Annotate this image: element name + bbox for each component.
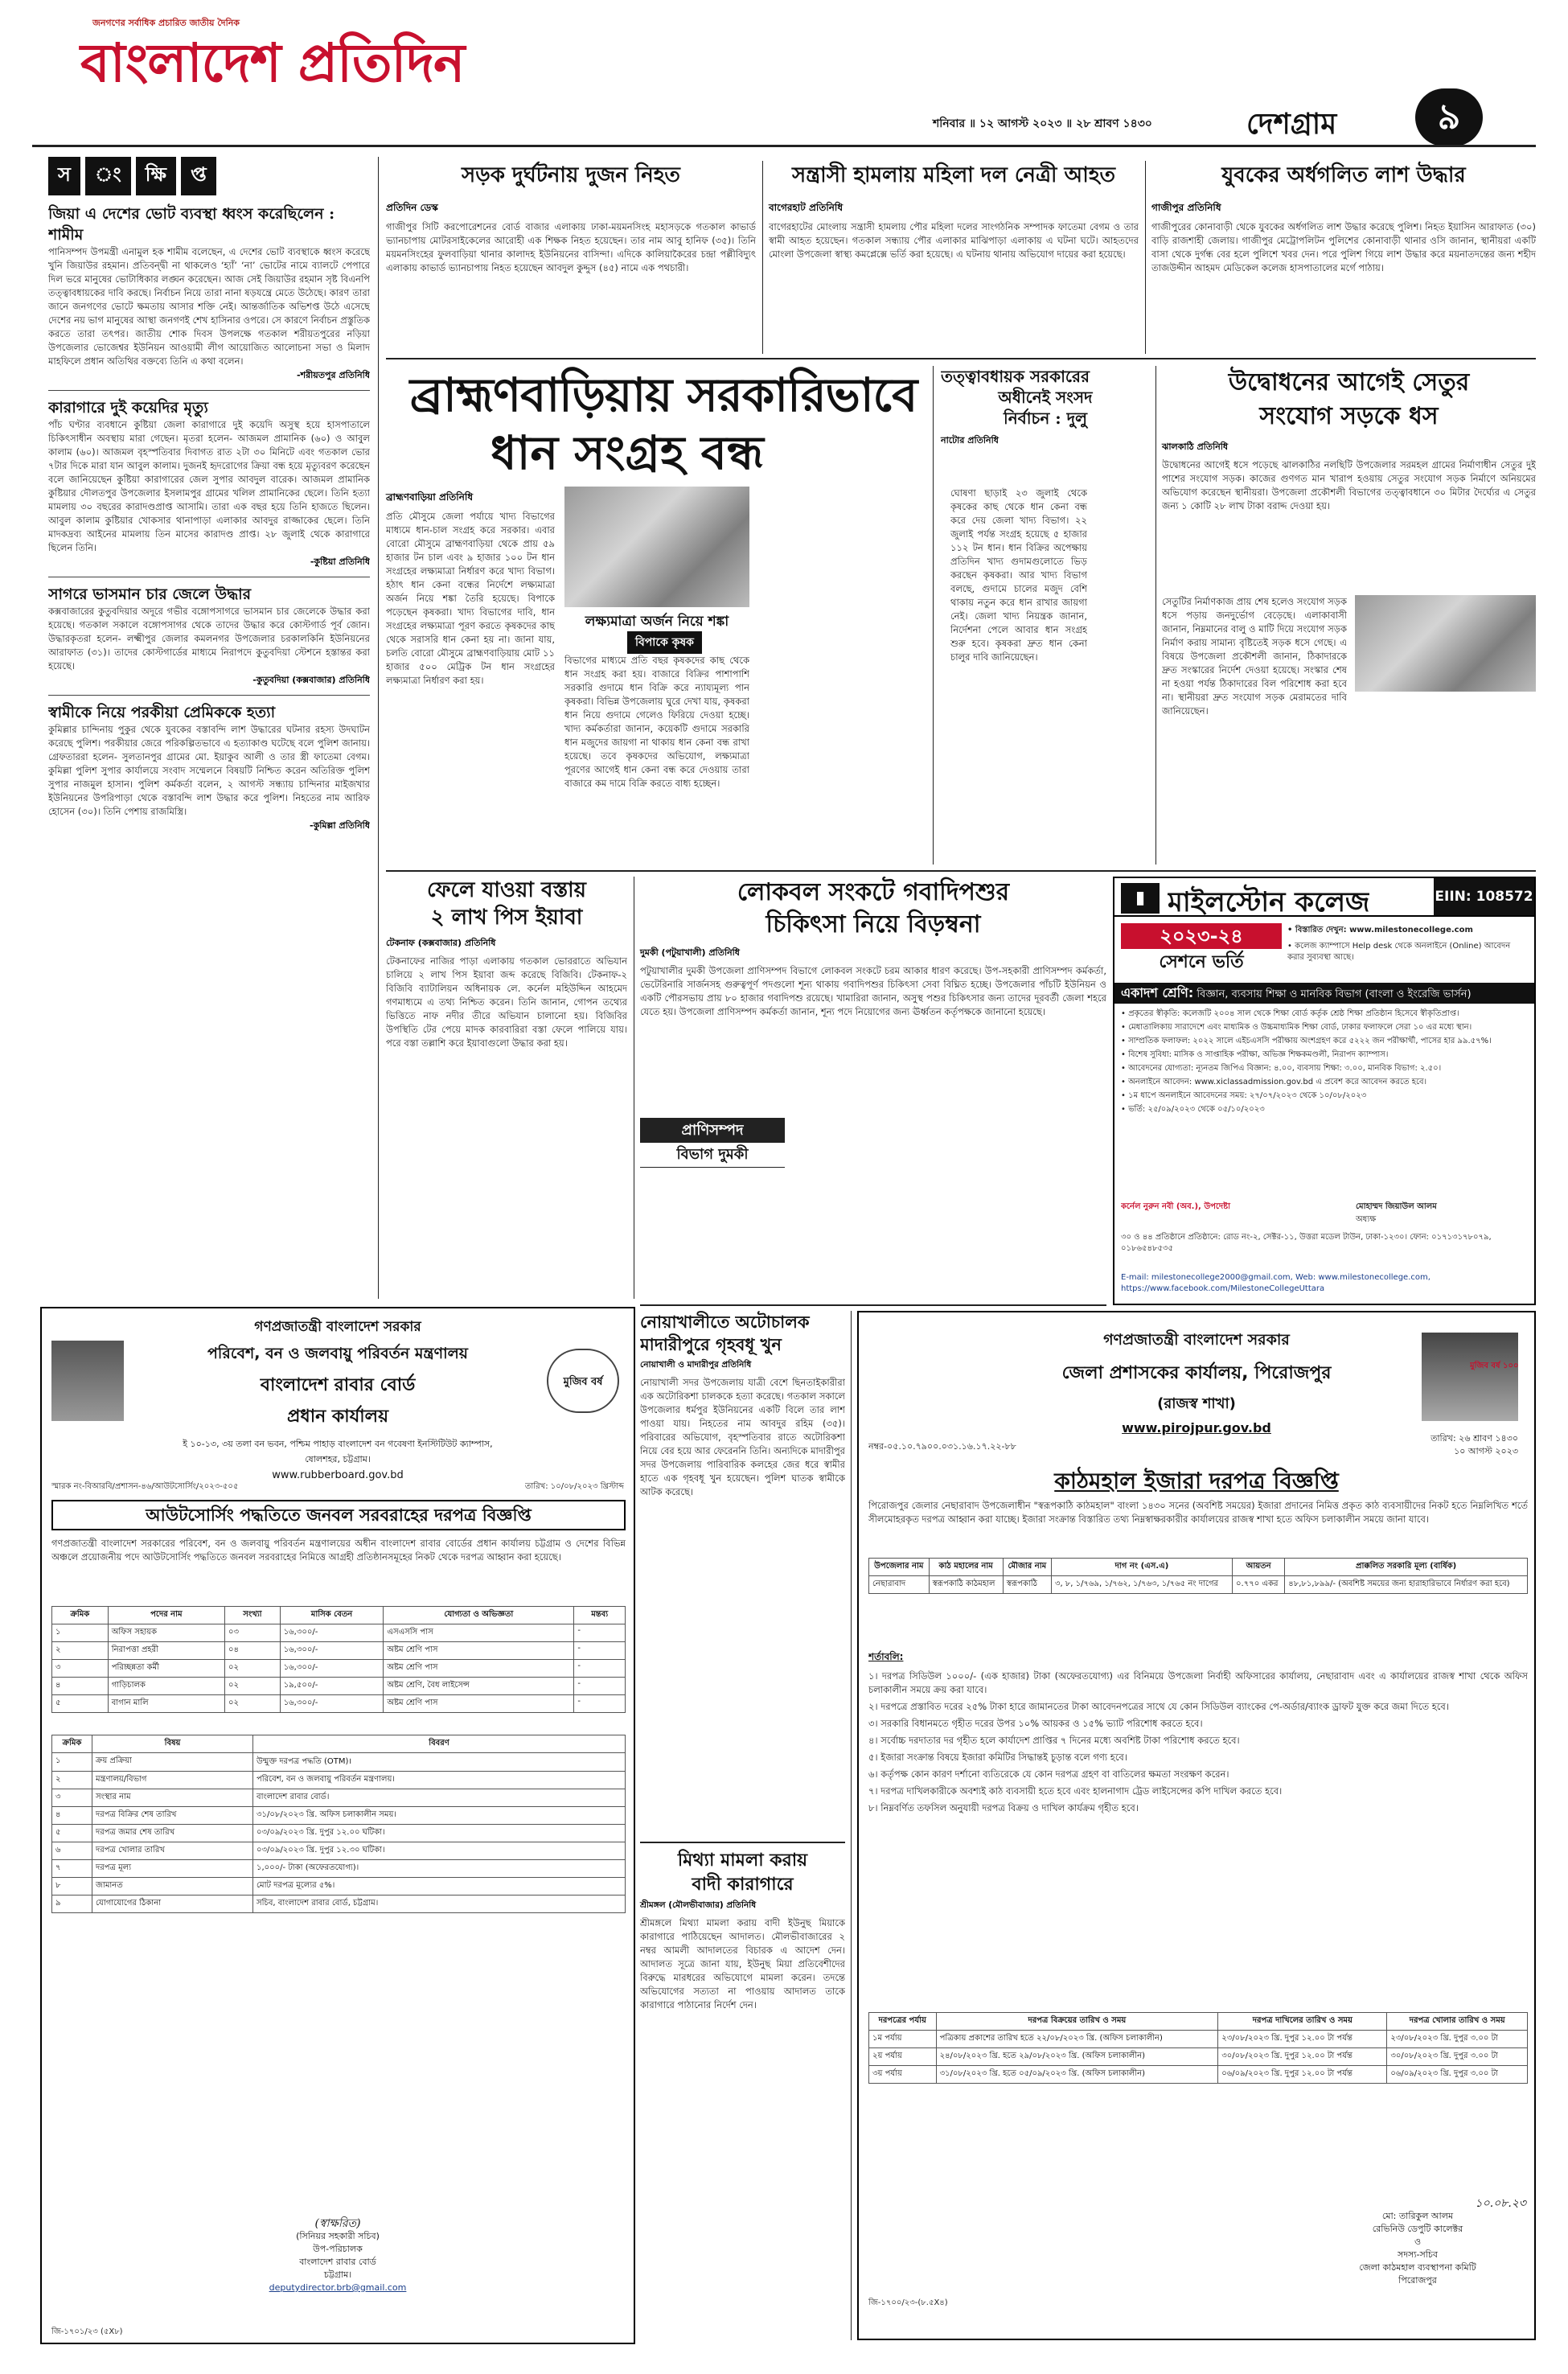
lead-headline-2: ধান সংগ্রহ বন্ধ xyxy=(491,425,764,480)
cell: দরপত্র বিক্রির শেষ তারিখ xyxy=(92,1807,253,1825)
brief-body: কক্সবাজারের কুতুবদিয়ার অদূরে গভীর বঙ্গোপসাগরে ভাসমান চার জেলেকে উদ্ধার করা হয়েছে। গতকাল সকালে বঙ্গোপসাগর থেকে তাদের উদ্ধার করে কোস্টগার্ড পূর্ব জোন। উদ্ধারকৃতরা হলেন- লক্ষ্মীপুর জেলার কমলনগর উপজেলার চরকালকিনি ইউনিয়নের আরাফাত (৩১)। তাদের কোস্টগার্ডের মাধ্যমে নিরাপদে কুতুবদিয়া স্টেশনে হস্তান্তর করা হয়েছে। xyxy=(48,606,370,672)
row-rule xyxy=(386,358,1536,359)
livestock-body: পটুয়াখালীর দুমকী উপজেলা প্রাণিসম্পদ বিভাগে লোকবল সংকটে চরম আকার ধারণ করেছে। উপ-সহকারী প্রাণিসম্পদ কর্মকর্তা, ভেটেরিনারি সার্জনসহ গুরুত্বপূর্ণ পদগুলো শূন্য থাকায় গবাদিপশুর চিকিৎসা সেবা বিঘ্নিত হচ্ছে। উপজেলার পাঁচটি ইউনিয়ন ও একটি পৌরসভায় প্রায় ৮০ হাজার গবাদিপশু রয়েছে। খামারিরা জানান, অসুস্থ পশুর চিকিৎসার জন্য তাদের দূরবর্তী জেলা শহরে যেতে হয়। উপজেলা প্রাণিসম্পদ কর্মকর্তা জানান, শূন্য পদে নিয়োগের জন্য ঊর্ধ্বতন কর্তৃপক্ষকে জানানো হয়েছে। xyxy=(640,965,1106,1017)
false-case-body: শ্রীমঙ্গলে মিথ্যা মামলা করায় বাদী ইউনুছ মিয়াকে কারাগারে পাঠিয়েছেন আদালত। মৌলভীবাজারের ২ নম্বর আমলী আদালতের বিচারক এ আদেশ দেন। আদালত সূত্রে জানা যায়, ইউনুছ মিয়া প্রতিবেশীদের বিরুদ্ধে মারধরের অভিযোগে মামলা করেন। তদন্তে অভিযোগের সত্যতা না পাওয়ায় আদালত তাকে কারাগারে পাঠানোর নির্দেশ দেন। xyxy=(640,1917,845,2011)
cell: বাংলাদেশ রাবার বোর্ড। xyxy=(253,1789,626,1807)
brief-byline: -শরীয়তপুর প্রতিনিধি xyxy=(297,370,370,380)
lead-story-col3 xyxy=(950,487,1087,865)
milestone-web[interactable]: E-mail: milestonecollege2000@gmail.com, Web: www.milestonecollege.com, https://www.facebook.com/MilestoneCollegeUttara xyxy=(1121,1273,1430,1293)
murder-body: নোয়াখালী সদর উপজেলায় যাত্রী বেশে ছিনতাইকারীরা এক অটোরিকশা চালককে হত্যা করেছে। গতকাল সকালে উপজেলার ধর্মপুর ইউনিয়নের একটি বিলে তার লাশ পাওয়া যায়। নিহতের নাম আবদুর রহিম (৩৫)। পরিবারের অভিযোগ, বৃহস্পতিবার রাতে অটোরিকশা নিয়ে বের হয়ে আর ফেরেননি তিনি। অন্যদিকে মাদারীপুর সদর উপজেলায় পারিবারিক কলহের জের ধরে স্বামীর হাতে এক গৃহবধূ খুন হয়েছেন। পুলিশ ঘাতক স্বামীকে আটক করেছে। xyxy=(640,1377,845,1497)
cell: ৩০/০৮/২০২৩ খ্রি. দুপুর ১২.০০ টা পর্যন্ত xyxy=(1218,2048,1387,2066)
cell: - xyxy=(574,1678,626,1695)
milestone-session-year: ২০২৩-২৪ xyxy=(1121,923,1282,949)
rubber-ministry: পরিবেশ, বন ও জলবায়ু পরিবর্তন মন্ত্রণালয় xyxy=(207,1345,468,1362)
livestock-story xyxy=(640,877,1106,1299)
pirojpur-date-2: ১০ আগস্ট ২০২৩ xyxy=(1454,1446,1518,1456)
top-headline: যুবকের অর্ধগলিত লাশ উদ্ধার xyxy=(1221,163,1466,187)
pirojpur-gov: গণপ্রজাতন্ত্রী বাংলাদেশ সরকার xyxy=(1103,1331,1290,1349)
cell: অষ্টম শ্রেণি, বৈধ লাইসেন্স xyxy=(384,1678,574,1695)
cell: ১৬,৩০০/- xyxy=(280,1624,384,1642)
condition-item: ৩। সরকারি বিধানমতে গৃহীত দরের উপর ১০% আয়কর ও ১৫% ভ্যাট পরিশোধ করতে হবে। xyxy=(868,1718,1203,1729)
table-header: মৌজার নাম xyxy=(1003,1559,1051,1576)
ad-code: জি-১৭০১/২৩ (৫X৮) xyxy=(51,2327,123,2336)
top-body: গাজীপুর সিটি করপোরেশনের বোর্ড বাজার এলাকায় ঢাকা-ময়মনসিংহ মহাসড়কে গতকাল কাভার্ড ভ্যানচাপায় মোটরসাইকেলের আরোহী এক শিক্ষক নিহত হয়েছেন। তার নাম আবু হানিফ (৩৫)। তিনি ময়মনসিংহের ফুলবাড়িয়া থানার কালাদহ ইউনিয়নের বাসিন্দা। এদিকে কালিয়াকৈরের চন্দ্রা পল্লীবিদ্যুৎ এলাকায় কাভার্ড ভ্যানচাপায় নিহত হয়েছেন আবদুল কুদ্দুস (৪৫) নামে এক পথচারী। xyxy=(386,221,756,273)
milestone-detail-2: • কলেজ ক্যাম্পাসে Help desk থেকে অনলাইনে (Online) আবেদন করার সুব্যবস্থা আছে। xyxy=(1287,942,1511,962)
signer-role: সদস্য-সচিব xyxy=(1398,2249,1438,2260)
top-story xyxy=(1151,161,1536,354)
table-row xyxy=(52,1753,626,1772)
cell: ৫ xyxy=(52,1825,92,1842)
cell: পত্রিকায় প্রকাশের তারিখ হতে ২২/০৮/২০২৩ খ্রি. (অফিস চলাকালীন) xyxy=(936,2031,1218,2048)
table-row xyxy=(869,2048,1528,2066)
top-story xyxy=(386,161,756,354)
bridge-photo xyxy=(1355,595,1536,692)
top-byline: প্রতিদিন ডেস্ক xyxy=(386,202,438,213)
column-rule xyxy=(762,161,763,354)
cell: ৩, ৮, ১/৭৬৯, ১/৭৬২, ১/৭৬৩, ১/৭৬৫ নং দাগের xyxy=(1051,1576,1232,1594)
cell: এসএসসি পাস xyxy=(384,1624,574,1642)
lead-caption-2: বিপাকে কৃষক xyxy=(627,631,702,654)
cell: ০৩/০৯/২০২৩ খ্রি. দুপুর ১২.০০ ঘটিকা। xyxy=(253,1825,626,1842)
milestone-point: • ভর্তি: ২৫/০৯/২০২৩ থেকে ০৫/১০/২০২৩ xyxy=(1121,1105,1265,1114)
rubber-board: বাংলাদেশ রাবার বোর্ড xyxy=(260,1375,416,1395)
cell: ৩১/০৮/২০২৩ খ্রি. হতে ০৫/০৯/২০২৩ খ্রি. (অফিস চলাকালীন) xyxy=(936,2066,1218,2084)
cell: ৮ xyxy=(52,1878,92,1896)
cell: ০৬/০৯/২০২৩ খ্রি. দুপুর ৩.০০ টা xyxy=(1387,2066,1528,2084)
milestone-principal-title: অধ্যক্ষ xyxy=(1356,1215,1377,1224)
table-row xyxy=(52,1789,626,1807)
polls-headline-1: তত্ত্বাবধায়ক সরকারের xyxy=(941,367,1090,386)
cell: ২ xyxy=(52,1772,92,1789)
cell: ২৩/০৮/২০২৩ খ্রি. দুপুর ১২.০০ টা পর্যন্ত xyxy=(1218,2031,1387,2048)
column-rule xyxy=(851,1311,852,2340)
milestone-class-bar xyxy=(1114,983,1534,1004)
cell: ৬ xyxy=(52,1842,92,1860)
brief-title-char: প্ত xyxy=(181,157,216,195)
top-byline: গাজীপুর প্রতিনিধি xyxy=(1151,202,1221,213)
cell: সচিব, বাংলাদেশ রাবার বোর্ড, চট্টগ্রাম। xyxy=(253,1896,626,1913)
pirojpur-schedule-table xyxy=(868,2012,1528,2084)
signer-org-2: বাংলাদেশ রাবার বোর্ড xyxy=(299,2257,376,2267)
signer-title: (সিনিয়র সহকারী সচিব) xyxy=(296,2231,380,2241)
signer-email[interactable]: deputydirector.brb@gmail.com xyxy=(269,2282,407,2293)
cell: নেছারাবাদ xyxy=(869,1576,930,1594)
table-row xyxy=(52,1825,626,1842)
cell: ০২ xyxy=(225,1695,281,1713)
rubber-gov: গণপ্রজাতন্ত্রী বাংলাদেশ সরকার xyxy=(254,1319,421,1335)
cell: ০২ xyxy=(225,1660,281,1678)
murder-headline-1: নোয়াখালীতে অটোচালক xyxy=(640,1312,810,1332)
pirojpur-date-1: তারিখ: ২৬ শ্রাবণ ১৪৩০ xyxy=(1430,1433,1518,1444)
section-name: দেশগ্রাম xyxy=(1246,107,1337,141)
table-header: ক্রমিক xyxy=(52,1735,92,1753)
lead-headline-1: ব্রাহ্মণবাড়িয়ায় সরকারিভাবে xyxy=(409,368,917,422)
cell: ৪৮,৮১,৮৯৯/- (অবশিষ্ট সময়ের জন্য হারাহারিভাবে নির্ধারণ করা হবে) xyxy=(1285,1576,1528,1594)
milestone-title: মাইলস্টোন কলেজ xyxy=(1168,886,1370,918)
newspaper-logo: বাংলাদেশ প্রতিদিন xyxy=(80,31,465,94)
cell: ১ xyxy=(52,1624,109,1642)
livestock-byline: দুমকী (পটুয়াখালী) প্রতিনিধি xyxy=(640,947,740,958)
signer-name: মো: তারিকুল আলম xyxy=(1381,2211,1454,2221)
cell: পরিচ্ছন্নতা কর্মী xyxy=(108,1660,224,1678)
brief-body: পাঁচ ঘণ্টার ব্যবধানে কুষ্টিয়া জেলা কারাগারে দুই কয়েদি অসুস্থ হয়ে হাসপাতালে চিকিৎসাধীন অবস্থায় মারা গেছেন। মৃতরা হলেন- আজমল প্রামানিক (৬০) ও আবুল কালাম (৬০)। আজমল বৃহস্পতিবার দিবাগত রাত ২টা ৩০ মিনিটে এবং গতকাল ভোর ৭টার দিকে মারা যান আবুল কালাম। দুজনই হৃদরোগের ক্রিয়া বন্ধ হয়ে মৃত্যুবরণ করেছেন বলে জানিয়েছেন কুষ্টিয়া কারাগারের জেল সুপার আবদুল বারেক। আজমল প্রামানিক কুষ্টিয়ার দৌলতপুর উপজেলার ইসলামপুর গ্রামের খলিল প্রামানিকের ছেলে। তিনি হত্যা মামলায় ৩০ বছরের কারাদণ্ডপ্রাপ্ত আসামি। তারা এক বছর হয়ে তিনি হাজতে ছিলেন। আবুল কালাম কুষ্টিয়ার খোকসার থানাপাড়া এলাকার আবদুর রাজ্জাকের ছেলে। তিনি মাদকদ্রব্য আইনের মামলায় তিন মাসের কারাদণ্ড প্রাপ্ত। ২৮ জুলাই থেকে কারাগারে ছিলেন তিনি। xyxy=(48,419,370,553)
portrait-photo xyxy=(1422,1333,1518,1421)
milestone-logo: ▮ xyxy=(1121,883,1160,914)
cell: - xyxy=(574,1660,626,1678)
bridge-story xyxy=(1162,366,1536,865)
cell: ৪ xyxy=(52,1807,92,1825)
yaba-story xyxy=(386,877,627,1299)
livestock-tag-1: প্রাণিসম্পদ xyxy=(681,1122,744,1139)
livestock-tag-2: বিভাগ দুমকী xyxy=(640,1143,785,1167)
milestone-session-label: সেশনে ভর্তি xyxy=(1159,952,1244,972)
milestone-session xyxy=(1121,923,1282,980)
cell: ৪ xyxy=(52,1678,109,1695)
cell: জামানত xyxy=(92,1878,253,1896)
cell: ২য় পর্যায় xyxy=(869,2048,937,2066)
rubber-memo: স্মারক নং-বিআরবি/প্রশাসন-৪৬/আউটসোর্সিং/২০২৩-৫০৫ xyxy=(51,1482,239,1491)
column-rule xyxy=(1155,366,1156,865)
livestock-tag xyxy=(640,1118,785,1168)
rubber-office: প্রধান কার্যালয় xyxy=(286,1407,389,1427)
brief-title-char: ক্ষি xyxy=(136,157,176,195)
table-header: দরপত্রের পর্যায় xyxy=(869,2013,937,2031)
milestone-points xyxy=(1121,1008,1529,1197)
paddy-photo xyxy=(564,487,749,607)
brief-title xyxy=(48,157,370,195)
pirojpur-memo: নম্বর-০৫.১০.৭৯০০.০৩১.১৬.১৭.২২-৮৮ xyxy=(868,1441,1016,1452)
milestone-class-value: বিজ্ঞান, ব্যবসায় শিক্ষা ও মানবিক বিভাগ (বাংলা ও ইংরেজি ভার্সন) xyxy=(1197,988,1472,1000)
signer-title: রেভিনিউ ডেপুটি কালেক্টর xyxy=(1372,2224,1463,2234)
false-case-headline-1: মিথ্যা মামলা করায় xyxy=(677,1850,808,1871)
milestone-principal: মোহাম্মদ জিয়াউল আলম xyxy=(1356,1202,1437,1211)
milestone-class-label: একাদশ শ্রেণি: xyxy=(1121,985,1194,1000)
top-headline: সড়ক দুর্ঘটনায় দুজন নিহত xyxy=(462,163,680,187)
lead-body-col3: ঘোষণা ছাড়াই ২৩ জুলাই থেকে কৃষকের কাছ থেকে ধান কেনা বন্ধ করে দেয় জেলা খাদ্য বিভাগ। ২২ জুলাই পর্যন্ত সংগ্রহ হয়েছে ৫ হাজার ১১২ টন ধান। ধান বিক্রির অপেক্ষায় প্রতিদিন খাদ্য গুদামগুলোতে ভিড় করছেন কৃষকরা। আর খাদ্য বিভাগ বলছে, গুদামে চালের মজুদ বেশি থাকায় নতুন করে ধান রাখার জায়গা নেই। জেলা খাদ্য নিয়ন্ত্রক জানান, নির্দেশনা পেলে আবার ধান সংগ্রহ শুরু হবে। কৃষকরা দ্রুত ধান কেনা চালুর দাবি জানিয়েছেন। xyxy=(950,487,1087,663)
cell: অষ্টম শ্রেণি পাস xyxy=(384,1642,574,1660)
signer-org: উপ-পরিচালক xyxy=(313,2244,363,2254)
cell: ২ xyxy=(52,1642,109,1660)
milestone-point: • সাম্প্রতিক ফলাফল: ২০২২ সালে এইচএসসি পরীক্ষায় অংশগ্রহণ করে ৫২২২ জন পরীক্ষার্থী, পাসের হার ৯৯.৫৭%। xyxy=(1121,1037,1492,1045)
false-case-byline: শ্রীমঙ্গল (মৌলভীবাজার) প্রতিনিধি xyxy=(640,1900,757,1910)
cell: ৩ xyxy=(52,1660,109,1678)
brief-item xyxy=(48,584,370,696)
cell: ১৬,৩০০/- xyxy=(280,1695,384,1713)
milestone-advisor: কর্নেল নুরুন নবী (অব.), উপদেষ্টা xyxy=(1121,1202,1231,1211)
masthead xyxy=(32,8,1536,149)
cell: - xyxy=(574,1695,626,1713)
signer-city: চট্টগ্রাম। xyxy=(323,2269,352,2280)
table-row xyxy=(52,1842,626,1860)
cell: ০৩ xyxy=(225,1624,281,1642)
yaba-body: টেকনাফের নাজির পাড়া এলাকায় গতকাল ভোররাতে অভিযান চালিয়ে ২ লাখ পিস ইয়াবা জব্দ করেছে বিজিবি। টেকনাফ-২ বিজিবি ব্যাটালিয়ন অধিনায়ক লে. কর্নেল মহিউদ্দিন আহমেদ গণমাধ্যমে এ তথ্য নিশ্চিত করেন। তিনি জানান, গোপন তথ্যের ভিত্তিতে নাফ নদীর তীরে অভিযান চালানো হয়। বিজিবির উপস্থিতি টের পেয়ে মাদক কারবারিরা বস্তা ফেলে পালিয়ে যায়। পরে বস্তা তল্লাশি করে ইয়াবাগুলো উদ্ধার করা হয়। xyxy=(386,955,627,1049)
brief-headline: স্বামীকে নিয়ে পরকীয়া প্রেমিককে হত্যা xyxy=(48,704,276,721)
column-rule xyxy=(1145,161,1146,354)
cell: ১,০০০/- টাকা (অফেরতযোগ্য)। xyxy=(253,1860,626,1878)
brief-byline: -কুষ্টিয়া প্রতিনিধি xyxy=(310,557,370,567)
brief-byline: -কুমিল্লা প্রতিনিধি xyxy=(310,820,370,831)
condition-item: ১। দরপত্র সিডিউল ১০০০/- (এক হাজার) টাকা (অফেরতযোগ্য) এর বিনিময়ে উপজেলা নির্বাহী অফিসারের কার্যালয়, নেছারাবাদ এবং এ কার্যালয়ের রাজস্ব শাখা থেকে অফিস চলাকালীন সময়ে ক্রয় করা যাবে। xyxy=(868,1670,1528,1695)
table-row xyxy=(52,1624,626,1642)
lead-caption: লক্ষ্যমাত্রা অর্জন নিয়ে শঙ্কা xyxy=(585,614,729,630)
table-header: দরপত্র দাখিলের তারিখ ও সময় xyxy=(1218,2013,1387,2031)
cell: নিরাপত্তা প্রহরী xyxy=(108,1642,224,1660)
brief-body: কুমিল্লার চান্দিনায় পুকুর থেকে যুবকের বস্তাবন্দি লাশ উদ্ধারের ঘটনার রহস্য উদঘাটন করেছে পুলিশ। পরকীয়ার জেরে পরিকল্পিতভাবে এ হত্যাকাণ্ড ঘটেছে বলে পুলিশ জানায়। গ্রেফতাররা হলেন- সুলতানপুর গ্রামের মো. ইয়াকুব আলী ও তার স্ত্রী ফাতেমা বেগম। কুমিল্লা পুলিশ সুপার কার্যালয়ে সংবাদ সম্মেলনে বিষয়টি নিশ্চিত করেন অতিরিক্ত পুলিশ সুপার নাজমুল হাসান। পুলিশ কর্মকর্তা বলেন, ২ আগস্ট সন্ধ্যায় চান্দিনার মাইজখার ইউনিয়নের উপরিপাড়া থেকে বস্তাবন্দি লাশ উদ্ধার করে পুলিশ। নিহতের নাম আরিফ হোসেন (৩০)। তিনি পেশায় রাজমিস্ত্রি। xyxy=(48,724,370,817)
brief-byline: -কুতুবদিয়া (কক্সবাজার) প্রতিনিধি xyxy=(252,675,370,685)
cell: ১ xyxy=(52,1753,92,1772)
row-rule xyxy=(386,870,1536,872)
table-header: পদের নাম xyxy=(108,1607,224,1624)
pirojpur-title: কাঠমহাল ইজারা দরপত্র বিজ্ঞপ্তি xyxy=(1054,1468,1339,1494)
condition-item: ২। দরপত্রে প্রস্তাবিত দরের ২৫% টাকা হারে জামানতের টাকা আবেদনপত্রের সাথে যে কোন সিডিউল ব্যাংকের পে-অর্ডার/ব্যাংক ড্রাফট যুক্ত করে জমা দিতে হবে। xyxy=(868,1701,1449,1712)
false-case-headline-2: বাদী কারাগারে xyxy=(692,1874,794,1895)
milestone-point: • আবেদনের যোগ্যতা: ন্যূনতম জিপিএ বিজ্ঞান: ৪.০০, ব্যবসায় শিক্ষা: ৩.০০, মানবিক বিভাগ: ২.৫০। xyxy=(1121,1064,1442,1073)
brief-title-char: স xyxy=(48,157,80,195)
rubber-intro: গণপ্রজাতন্ত্রী বাংলাদেশ সরকারের পরিবেশ, বন ও জলবায়ু পরিবর্তন মন্ত্রণালয়ের অধীন বাংলাদেশ রাবার বোর্ডের প্রধান কার্যালয় চট্টগ্রাম ও দেশের বিভিন্ন অঞ্চলে প্রয়োজনীয় পদে আউটসোর্সিং পদ্ধতিতে জনবল সরবরাহের নিমিত্তে আগ্রহী প্রতিষ্ঠানসমূহের নিকট থেকে দরপত্র আহ্বান করা হয়েছে। xyxy=(51,1538,626,1563)
brief-headline: জিয়া এ দেশের ভোট ব্যবস্থা ধ্বংস করেছিলেন : শামীম xyxy=(48,205,335,244)
table-header: দরপত্র খোলার তারিখ ও সময় xyxy=(1387,2013,1528,2031)
cell: মন্ত্রণালয়/বিভাগ xyxy=(92,1772,253,1789)
table-row xyxy=(869,2031,1528,2048)
conditions-label: শর্তাবলি: xyxy=(868,1651,904,1662)
signature-date: ১০.০৮.২৩ xyxy=(1475,2197,1526,2210)
polls-story xyxy=(941,366,1150,487)
tagline: জনগণের সর্বাধিক প্রচারিত জাতীয় দৈনিক xyxy=(92,18,240,28)
milestone-point: • ১ম ধাপে অনলাইনে আবেদনের সময়: ২৭/০৭/২০২৩ থেকে ১০/০৮/২০২৩ xyxy=(1121,1091,1367,1100)
top-headline: সন্ত্রাসী হামলায় মহিলা দল নেত্রী আহত xyxy=(791,163,1116,187)
pirojpur-seal: মুজিব বর্ষ ১০০ xyxy=(1470,1362,1519,1370)
bridge-headline-2: সংযোগ সড়কে ধস xyxy=(1259,402,1439,430)
top-body: বাগেরহাটের মোংলায় সন্ত্রাসী হামলায় পৌর মহিলা দলের সাংগঠনিক সম্পাদক ফাতেমা বেগম ও তার স্বামী আহত হয়েছেন। গতকাল সন্ধ্যায় পৌর এলাকার মাঝিপাড়া এলাকায় এ ঘটনা ঘটে। আহতদের মোংলা উপজেলা স্বাস্থ্য কমপ্লেক্সে ভর্তি করা হয়েছে। এ ঘটনায় থানায় অভিযোগ দায়ের করা হয়েছে। xyxy=(769,221,1139,260)
portrait-photo xyxy=(51,1341,124,1421)
signer-and: ও xyxy=(1414,2236,1422,2247)
milestone-point: • বিশেষ সুবিধা: মাসিক ও সাপ্তাহিক পরীক্ষা, অভিজ্ঞ শিক্ষকমণ্ডলী, নিরাপদ ক্যাম্পাস। xyxy=(1121,1050,1389,1059)
table-header: যোগ্যতা ও অভিজ্ঞতা xyxy=(384,1607,574,1624)
cell: ১৯,৫০০/- xyxy=(280,1678,384,1695)
table-header: প্রাক্কলিত সরকারি মূল্য (বার্ষিক) xyxy=(1285,1559,1528,1576)
lead-body-col1: প্রতি মৌসুমে জেলা পর্যায়ে খাদ্য বিভাগের মাধ্যমে ধান-চাল সংগ্রহ করে সরকার। এবার বোরো মৌসুমে ব্রাহ্মণবাড়িয়া থেকে প্রায় ৫৯ হাজার টন চাল এবং ৯ হাজার ১০০ টন ধান সংগ্রহের লক্ষ্যমাত্রা নির্ধারণ করে খাদ্য বিভাগ। হঠাৎ ধান কেনা বন্ধের নির্দেশে লক্ষ্যমাত্রা অর্জন নিয়ে শঙ্কা তৈরি হয়েছে। বিপাকে পড়েছেন কৃষকরা। খাদ্য বিভাগের দাবি, ধান সংগ্রহের লক্ষ্যমাত্রা পূরণ করতে কৃষকদের কাছ থেকে সরাসরি ধান কেনা হয় না। জানা যায়, চলতি বোরো মৌসুমে ব্রাহ্মণবাড়িয়ায় মোট ১১ হাজার ৫০০ মেট্রিক টন ধান সংগ্রহের লক্ষ্যমাত্রা নির্ধারণ করা হয়। xyxy=(386,511,555,686)
signature-mark: (স্বাক্ষরিত) xyxy=(314,2217,361,2230)
table-row xyxy=(52,1807,626,1825)
column-rule xyxy=(378,157,379,1299)
page-number: ৯ xyxy=(1415,88,1483,146)
cell: সংস্থার নাম xyxy=(92,1789,253,1807)
bridge-headline-1: উদ্বোধনের আগেই সেতুর xyxy=(1228,368,1470,396)
cell: - xyxy=(574,1642,626,1660)
pirojpur-office: জেলা প্রশাসকের কার্যালয়, পিরোজপুর xyxy=(1061,1363,1332,1383)
table-row xyxy=(52,1695,626,1713)
milestone-point: • মেধাতালিকায় সারাদেশে এবং মাধ্যমিক ও উচ্চমাধ্যমিক শিক্ষা বোর্ড, ঢাকার ফলাফলে সেরা ১০ এর মধ্যে স্থান। xyxy=(1121,1023,1472,1032)
murder-byline: নোয়াখালী ও মাদারীপুর প্রতিনিধি xyxy=(640,1360,752,1370)
milestone-contact: ৩০ ও ৪৪ প্রতিষ্ঠানে প্রতিষ্ঠানে: রোড নং-২, সেক্টর-১১, উত্তরা মডেল টাউন, ঢাকা-১২৩০। ফোন: ০১৭১৩১৭৮০৭৯, ০১৮৬৫৪৮৫৩৫ xyxy=(1121,1233,1492,1253)
top-body: গাজীপুরের কোনাবাড়ী থেকে যুবকের অর্ধগলিত লাশ উদ্ধার করেছে পুলিশ। নিহত ইয়াসিন আরাফাত (৩০) বাড়ি রাজশাহী জেলায়। গাজীপুর মেট্রোপলিটন পুলিশের কোনাবাড়ী থানার ওসি জানান, স্থানীয়রা একটি বাসা থেকে দুর্গন্ধ বের হলে পুলিশে খবর দেন। পরে পুলিশ গিয়ে লাশ উদ্ধার করে ময়নাতদন্তের জন্য শহীদ তাজউদ্দীন আহমদ মেডিকেল কলেজ হাসপাতালের মর্গে পাঠায়। xyxy=(1151,221,1536,273)
cell: উন্মুক্ত দরপত্র পদ্ধতি (OTM)। xyxy=(253,1753,626,1772)
row-rule xyxy=(640,1304,1106,1306)
brief-title-char: ং xyxy=(85,157,131,195)
top-story xyxy=(769,161,1139,354)
polls-headline-3: নির্বাচন : দুলু xyxy=(1003,409,1088,428)
table-header: কাঠ মহালের নাম xyxy=(929,1559,1003,1576)
brief-column xyxy=(48,157,370,1299)
bridge-body-2: সেতুটির নির্মাণকাজ প্রায় শেষ হলেও সংযোগ সড়ক ধসে পড়ায় জনদুর্ভোগ বেড়েছে। এলাকাবাসী জানান, নিম্নমানের বালু ও মাটি দিয়ে সংযোগ সড়ক নির্মাণ করায় সামান্য বৃষ্টিতেই সড়ক ধসে গেছে। এ বিষয়ে উপজেলা প্রকৌশলী জানান, ঠিকাদারকে দ্রুত সংস্কারের নির্দেশ দেওয়া হয়েছে। সংস্কার শেষ না হওয়া পর্যন্ত ঠিকাদারের বিল পরিশোধ করা হবে না। স্থানীয়রা দ্রুত সংযোগ সড়ক মেরামতের দাবি জানিয়েছেন। xyxy=(1162,596,1347,717)
condition-item: ৭। দরপত্র দাখিলকারীকে অবশ্যই কাঠ ব্যবসায়ী হতে হবে এবং হালনাগাদ ট্রেড লাইসেন্সের কপি দাখিল করতে হবে। xyxy=(868,1785,1283,1797)
livestock-headline-1: লোকবল সংকটে গবাদিপশুর xyxy=(737,878,1010,906)
table-row xyxy=(869,1576,1528,1594)
table-row xyxy=(52,1878,626,1896)
pirojpur-signature xyxy=(1309,2197,1526,2287)
murder-story xyxy=(640,1311,845,1842)
cell: ০২ xyxy=(225,1678,281,1695)
pirojpur-web[interactable]: www.pirojpur.gov.bd xyxy=(1122,1420,1271,1435)
cell: ৩য় পর্যায় xyxy=(869,2066,937,2084)
brief-item xyxy=(48,203,370,391)
cell: স্বরূপকাঠি xyxy=(1003,1576,1051,1594)
rubber-memo-date: তারিখ: ১০/০৮/২০২৩ খ্রিস্টাব্দ xyxy=(524,1482,624,1491)
masthead-rule xyxy=(32,145,1536,147)
cell: দরপত্র জমার শেষ তারিখ xyxy=(92,1825,253,1842)
cell: ০৩/০৯/২০২৩ খ্রি. দুপুর ১২.৩০ ঘটিকা। xyxy=(253,1842,626,1860)
table-header: উপজেলার নাম xyxy=(869,1559,930,1576)
cell: যোগাযোগের ঠিকানা xyxy=(92,1896,253,1913)
row-rule xyxy=(640,1842,845,1843)
cell: মোট দরপত্র মূল্যের ৫%। xyxy=(253,1878,626,1896)
ad-code: জি-১৭০০/২৩-(৮.৫X৪) xyxy=(868,2298,948,2307)
rubber-title: আউটসোর্সিং পদ্ধতিতে জনবল সরবরাহের দরপত্র বিজ্ঞপ্তি xyxy=(51,1500,626,1530)
milestone-eiin: EIIN: 108572 xyxy=(1434,878,1534,915)
milestone-point[interactable]: • অনলাইনে আবেদন: www.xiclassadmission.gov.bd এ প্রবেশ করে আবেদন করতে হবে। xyxy=(1121,1078,1427,1086)
table-row xyxy=(52,1896,626,1913)
cell: ৩ xyxy=(52,1789,92,1807)
cell: ১৬,৩০০/- xyxy=(280,1642,384,1660)
table-header: দাগ নং (এস.এ) xyxy=(1051,1559,1232,1576)
bridge-body-1: উদ্বোধনের আগেই ধসে পড়েছে ঝালকাঠির নলছিটি উপজেলার সরমহল গ্রামের নির্মাণাধীন সেতুর দুই পাশের সংযোগ সড়ক। কাজের গুণগত মান খারাপ হওয়ায় সেতুর সংযোগ সড়ক নির্মাণে অনিয়মের অভিযোগ করেছেন স্থানীয়রা। উপজেলা প্রকৌশলী বিভাগের তত্ত্বাবধানে ৩০ মিটার দৈর্ঘ্যের এ সেতুর জন্য ১ কোটি ২৮ লাখ টাকা বরাদ্দ দেওয়া হয়। xyxy=(1162,459,1536,511)
page-date: শনিবার ॥ ১২ আগস্ট ২০২৩ ॥ ২৮ শ্রাবণ ১৪৩০ xyxy=(933,117,1152,130)
cell: ৯ xyxy=(52,1896,92,1913)
pirojpur-conditions xyxy=(868,1650,1528,2004)
cell: দরপত্র মূল্য xyxy=(92,1860,253,1878)
bridge-byline: ঝালকাঠি প্রতিনিধি xyxy=(1162,442,1229,452)
cell: ০.৭৭০ একর xyxy=(1233,1576,1285,1594)
livestock-headline-2: চিকিৎসা নিয়ে বিড়ম্বনা xyxy=(766,910,981,939)
cell: অফিস সহায়ক xyxy=(108,1624,224,1642)
polls-headline-2: অধীনেই সংসদ xyxy=(998,388,1093,407)
cell: ৫ xyxy=(52,1695,109,1713)
milestone-point: • প্রকৃতের স্বীকৃতি: কলেজটি ২০০৪ সাল থেকে শিক্ষা বোর্ড কর্তৃক শ্রেষ্ঠ শিক্ষা প্রতিষ্ঠান হিসেবে স্বীকৃতিপ্রাপ্ত। xyxy=(1121,1009,1459,1018)
pirojpur-ad xyxy=(857,1311,1536,2340)
cell: ৭ xyxy=(52,1860,92,1878)
table-header: মাসিক বেতন xyxy=(280,1607,384,1624)
table-header: সংখ্যা xyxy=(225,1607,281,1624)
table-header: বিষয় xyxy=(92,1735,253,1753)
cell: অষ্টম শ্রেণি পাস xyxy=(384,1660,574,1678)
cell: ২৩/০৮/২০২৩ খ্রি. দুপুর ৩.০০ টা xyxy=(1387,2031,1528,2048)
table-header: বিবরণ xyxy=(253,1735,626,1753)
polls-byline: নাটোর প্রতিনিধি xyxy=(941,435,999,446)
top-byline: বাগেরহাট প্রতিনিধি xyxy=(769,202,844,213)
yaba-headline-2: ২ লাখ পিস ইয়াবা xyxy=(430,906,583,930)
yaba-headline-1: ফেলে যাওয়া বস্তায় xyxy=(426,878,586,902)
milestone-detail-1[interactable]: • বিস্তারিত দেখুন: www.milestonecollege.com xyxy=(1287,926,1473,934)
rubber-posts-table xyxy=(51,1606,626,1713)
milestone-ad xyxy=(1113,877,1536,1305)
cell: স্বরূপকাঠি কাঠমহাল xyxy=(929,1576,1003,1594)
pirojpur-section: (রাজস্ব শাখা) xyxy=(1157,1395,1236,1412)
cell: পরিবেশ, বন ও জলবায়ু পরিবর্তন মন্ত্রণালয়। xyxy=(253,1772,626,1789)
brief-item xyxy=(48,702,370,834)
lead-story xyxy=(386,366,941,865)
brief-headline: কারাগারে দুই কয়েদির মৃত্যু xyxy=(48,399,208,417)
cell: ১ম পর্যায় xyxy=(869,2031,937,2048)
cell: ০৬/০৯/২০২৩ খ্রি. দুপুর ১২.০০ টা পর্যন্ত xyxy=(1218,2066,1387,2084)
cell: অষ্টম শ্রেণি পাস xyxy=(384,1695,574,1713)
cell: বাগান মালি xyxy=(108,1695,224,1713)
cell: - xyxy=(574,1624,626,1642)
column-rule xyxy=(933,366,934,865)
cell: দরপত্র খোলার তারিখ xyxy=(92,1842,253,1860)
table-row xyxy=(52,1678,626,1695)
table-row xyxy=(52,1860,626,1878)
rubber-web[interactable]: www.rubberboard.gov.bd xyxy=(272,1469,404,1481)
signer-district: পিরোজপুর xyxy=(1398,2275,1437,2286)
condition-item: ৬। কর্তৃপক্ষ কোন কারণ দর্শানো ব্যতিরেকে যে কোন দরপত্র গ্রহণ বা বাতিলের ক্ষমতা সংরক্ষণ করেন। xyxy=(868,1768,1229,1780)
rubber-address: ই ১০-১৩, ৩য় তলা বন ভবন, পশ্চিম পাহাড় বাংলাদেশ বন গবেষণা ইনস্টিটিউট ক্যাম্পাস, ষোলশহর, চট্টগ্রাম। xyxy=(183,1439,493,1464)
false-case-story xyxy=(640,1848,845,2342)
condition-item: ৪। সর্বোচ্চ দরদাতার দর গৃহীত হলে কার্যাদেশ প্রাপ্তির ৭ দিনের মধ্যে অবশিষ্ট টাকা পরিশোধ করতে হবে। xyxy=(868,1735,1240,1746)
cell: গাড়িচালক xyxy=(108,1678,224,1695)
cell: ক্রয় প্রক্রিয়া xyxy=(92,1753,253,1772)
condition-item: ৫। ইজারা সংক্রান্ত বিষয়ে ইজারা কমিটির সিদ্ধান্তই চূড়ান্ত বলে গণ্য হবে। xyxy=(868,1752,1127,1763)
rubber-board-ad xyxy=(40,1307,635,2344)
murder-headline-2: মাদারীপুরে গৃহবধূ খুন xyxy=(640,1334,782,1354)
table-row xyxy=(52,1772,626,1789)
lead-byline: ব্রাহ্মণবাড়িয়া প্রতিনিধি xyxy=(386,491,474,503)
rubber-signature xyxy=(42,2217,634,2294)
cell: ২৪/০৮/২০২৩ খ্রি. হতে ২৯/০৮/২০২৩ খ্রি. (অফিস চলাকালীন) xyxy=(936,2048,1218,2066)
rubber-info-table xyxy=(51,1735,626,1913)
lead-body-col2: বিভাগের মাধ্যমে প্রতি বছর কৃষকদের কাছ থেকে ধান সংগ্রহ করা হয়। বাজারে বিক্রির পাশাপাশি সরকারি গুদামে ধান বিক্রি করে ন্যায্যমূল্য পান কৃষকরা। বিভিন্ন উপজেলায় ঘুরে দেখা যায়, কৃষকরা ধান নিয়ে গুদামে গেলেও ফিরিয়ে দেওয়া হচ্ছে। খাদ্য কর্মকর্তারা জানান, কয়েকটি গুদামে সরকারি ধান মজুদের জায়গা না থাকায় ধান কেনা বন্ধ রাখা হয়েছে। তবে কৃষকদের অভিযোগ, লক্ষ্যমাত্রা পূরণের আগেই ধান কেনা বন্ধ করে দেওয়ায় তারা বাজারে কম দামে বিক্রি করতে বাধ্য হচ্ছেন। xyxy=(564,655,749,789)
cell: ৩১/০৮/২০২৩ খ্রি. অফিস চলাকালীন সময়। xyxy=(253,1807,626,1825)
yaba-byline: টেকনাফ (কক্সবাজার) প্রতিনিধি xyxy=(386,938,496,948)
table-header: দরপত্র বিক্রয়ের তারিখ ও সময় xyxy=(936,2013,1218,2031)
table-row xyxy=(52,1660,626,1678)
milestone-header xyxy=(1114,878,1534,917)
cell: ১৬,৩০০/- xyxy=(280,1660,384,1678)
cell: ০৪ xyxy=(225,1642,281,1660)
signer-committee: জেলা কাঠমহাল ব্যবস্থাপনা কমিটি xyxy=(1359,2262,1476,2273)
cell: ৩০/০৮/২০২৩ খ্রি. দুপুর ৩.০০ টা xyxy=(1387,2048,1528,2066)
table-row xyxy=(869,2066,1528,2084)
brief-body: পানিসম্পদ উপমন্ত্রী এনামুল হক শামীম বলেছেন, এ দেশের ভোট ব্যবস্থাকে ধ্বংস করেছে খুনি জিয়াউর রহমান। প্রতিবন্দ্বী না থাকলেও ‘হ্যাঁ’ ‘না’ ভোটের নামে ব্যালটে পেপারে দিল ভরে মানুষের ভোটাধিকার লঙ্ঘন করেছেন। আজ সেই জিয়াউর রহমান সৃষ্ট বিএনপি তত্ত্বাবধায়কের দাবি করছে। নির্বাচন নিয়ে তারা নানা ষড়যন্ত্রে মেতে উঠেছে। কারণ তারা জানে জনগণের ভোটে ক্ষমতায় আসার শক্তি নেই। আন্তর্জাতিক অভিশপ্ত উঠে এসেছে দেশের নয় ভাগ মানুষের আস্থা জনগণই শেখ হাসিনার ওপরে। সে কারণে নির্বাচন প্রস্তুতিক করতে তারা তৎপর। জাতীয় শোক দিবস উপলক্ষে গতকাল শরীয়তপুরের নড়িয়া উপজেলার ভোজেশ্বর ইউনিয়ন আওয়ামী লীগ আয়োজিত আলোচনা সভা ও মিলাদ মাহফিলে প্রধান অতিথির বক্তব্যে তিনি এ কথা বলেন। xyxy=(48,246,370,367)
brief-headline: সাগরে ভাসমান চার জেলে উদ্ধার xyxy=(48,585,252,603)
pirojpur-intro: পিরোজপুর জেলার নেছারাবাদ উপজেলাধীন "স্বরূপকাঠি কাঠমহাল" বাংলা ১৪৩০ সনের (অবশিষ্ট সময়ের) ইজারা প্রদানের নিমিত্ত প্রকৃত কাঠ ব্যবসায়ীদের নিকট হতে নিম্নলিখিত শর্তে সীলমোহরকৃত দরপত্র আহ্বান করা যাচ্ছে। ইজারা সংক্রান্ত বিস্তারিত তথ্য নিম্নস্বাক্ষরকারীর কার্যালয়ের রাজস্ব শাখা হতে অফিস চলাকালীন সময়ে জানা যাবে। xyxy=(868,1500,1528,1525)
pirojpur-lot-table xyxy=(868,1558,1528,1594)
table-header: মন্তব্য xyxy=(574,1607,626,1624)
table-header: আয়তন xyxy=(1233,1559,1285,1576)
table-row xyxy=(52,1642,626,1660)
table-header: ক্রমিক xyxy=(52,1607,109,1624)
mujib-logo: মুজিব বর্ষ xyxy=(547,1349,619,1413)
rubber-header xyxy=(42,1316,634,1481)
condition-item: ৮। নিম্নবর্ণিত তফসিল অনুযায়ী দরপত্র বিক্রয় ও দাখিল কার্যক্রম গৃহীত হবে। xyxy=(868,1802,1139,1813)
